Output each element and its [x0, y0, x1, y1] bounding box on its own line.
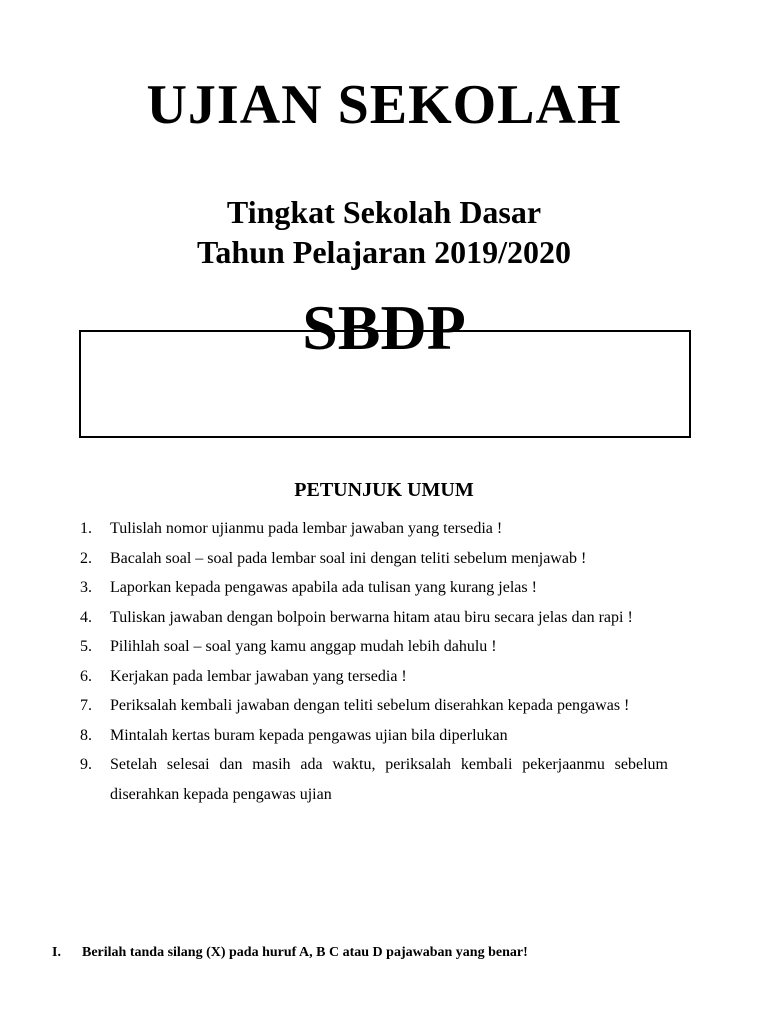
instructions-heading: PETUNJUK UMUM — [294, 479, 474, 501]
instruction-item — [80, 721, 668, 751]
section-numeral: I. — [52, 945, 61, 960]
instructions-list — [80, 514, 668, 809]
instruction-item — [80, 632, 668, 662]
instruction-item — [80, 544, 668, 574]
instruction-text: Bacalah soal – soal pada lembar soal ini dengan teliti sebelum menjawab ! — [110, 549, 587, 567]
instruction-number: 9. — [80, 756, 92, 773]
instruction-item — [80, 573, 668, 603]
instruction-number: 6. — [80, 667, 92, 685]
instruction-item — [80, 603, 668, 633]
instruction-number: 7. — [80, 697, 92, 714]
section-instruction-text: Berilah tanda silang (X) pada huruf A, B C atau D pajawaban yang benar! — [82, 945, 528, 960]
instruction-item — [80, 514, 668, 544]
instruction-number: 4. — [80, 608, 92, 626]
instruction-text: Mintalah kertas buram kepada pengawas ujian bila diperlukan — [110, 726, 508, 744]
instruction-number: 2. — [80, 549, 92, 567]
exam-title: UJIAN SEKOLAH — [146, 74, 622, 136]
instruction-text: Pilihlah soal – soal yang kamu anggap mudah lebih dahulu ! — [110, 638, 497, 655]
instruction-text: Periksalah kembali jawaban dengan teliti sebelum diserahkan kepada pengawas ! — [110, 697, 630, 714]
instruction-item — [80, 662, 668, 692]
instruction-text: Kerjakan pada lembar jawaban yang tersedia ! — [110, 667, 407, 685]
instruction-text: Setelah selesai dan masih ada waktu, periksalah kembali pekerjaanmu sebelum diserahkan kepada pengawas ujian — [110, 756, 668, 803]
instruction-number: 3. — [80, 579, 92, 596]
school-level: Tingkat Sekolah Dasar — [226, 194, 542, 230]
instruction-item — [80, 691, 668, 721]
instruction-number: 8. — [80, 726, 92, 744]
section-one-instruction — [52, 943, 752, 963]
instruction-text: Tulislah nomor ujianmu pada lembar jawaban yang tersedia ! — [110, 520, 503, 537]
instruction-number: 1. — [80, 520, 92, 537]
academic-year: Tahun Pelajaran 2019/2020 — [197, 234, 571, 270]
instruction-text: Tuliskan jawaban dengan bolpoin berwarna hitam atau biru secara jelas dan rapi ! — [110, 608, 633, 626]
instruction-text: Laporkan kepada pengawas apabila ada tulisan yang kurang jelas ! — [110, 579, 537, 596]
instruction-number: 5. — [80, 638, 92, 655]
subject-name: SBDP — [302, 292, 466, 363]
instruction-item — [80, 750, 668, 809]
